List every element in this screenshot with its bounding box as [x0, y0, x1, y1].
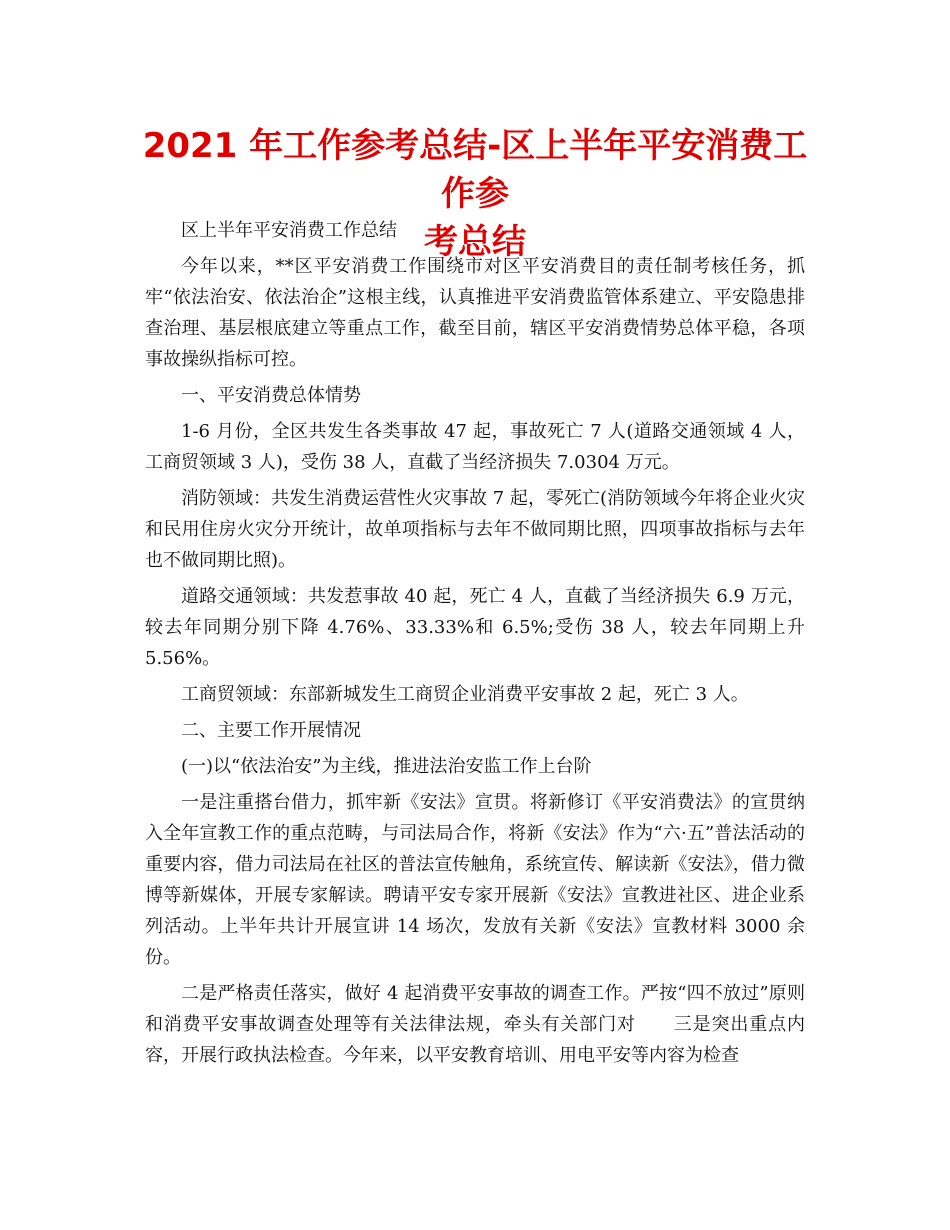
- paragraph: 今年以来，**区平安消费工作围绕市对区平安消费目的责任制考核任务，抓牢“依法治安、依法治企”这根主线，认真推进平安消费监管体系建立、平安隐患排查治理、基层根底建立等重点工作，截至目前，辖区平安消费情势总体平稳，各项事故操纵指标可控。: [145, 256, 805, 370]
- section-heading: 一、平安消费总体情势: [181, 385, 361, 406]
- paragraph: 道路交通领域：共发惹事故 40 起，死亡 4 人，直截了当经济损失 6.9 万元，较去年同期分别下降 4.76%、33.33%和 6.5%;受伤 38 人，较去年同期上升 5.56%。: [145, 586, 805, 669]
- document-title: 2021 年工作参考总结-区上半年平安消费工作参 考总结: [142, 126, 808, 262]
- paragraph: 二是严格责任落实，做好 4 起消费平安事故的调查工作。严按“四不放过”原则和消费平安事故调查处理等有关法律法规，牵头有关部门对 三是突出重点内容，开展行政执法检查。今年来，以平安教育培训、用电平安等内容为检查: [145, 983, 805, 1066]
- subsection-heading: (一)以“依法治安”为主线，推进法治安监工作上台阶: [181, 756, 592, 777]
- paragraph: 1-6 月份，全区共发生各类事故 47 起，事故死亡 7 人(道路交通领域 4 人，工商贸领域 3 人)，受伤 38 人，直截了当经济损失 7.0304 万元。: [145, 421, 805, 473]
- paragraph: 消防领域：共发生消费运营性火灾事故 7 起，零死亡(消防领域今年将企业火灾和民用住房火灾分开统计，故单项指标与去年不做同期比照，四项事故指标与去年也不做同期比照)。: [145, 488, 805, 571]
- document-body: [145, 215, 805, 1076]
- paragraph: 区上半年平安消费工作总结: [181, 220, 397, 241]
- section-heading: 二、主要工作开展情况: [181, 720, 361, 741]
- paragraph: 一是注重搭台借力，抓牢新《安法》宣贯。将新修订《平安消费法》的宣贯纳入全年宣教工作的重点范畴，与司法局合作，将新《安法》作为“六·五”普法活动的重要内容，借力司法局在社区的普法宣传触角，系统宣传、解读新《安法》，借力微博等新媒体，开展专家解读。聘请平安专家开展新《安法》宣教进社区、进企业系列活动。上半年共计开展宣讲 14 场次，发放有关新《安法》宣教材料 3000 余份。: [145, 792, 805, 968]
- paragraph: 工商贸领域：东部新城发生工商贸企业消费平安事故 2 起，死亡 3 人。: [181, 684, 749, 705]
